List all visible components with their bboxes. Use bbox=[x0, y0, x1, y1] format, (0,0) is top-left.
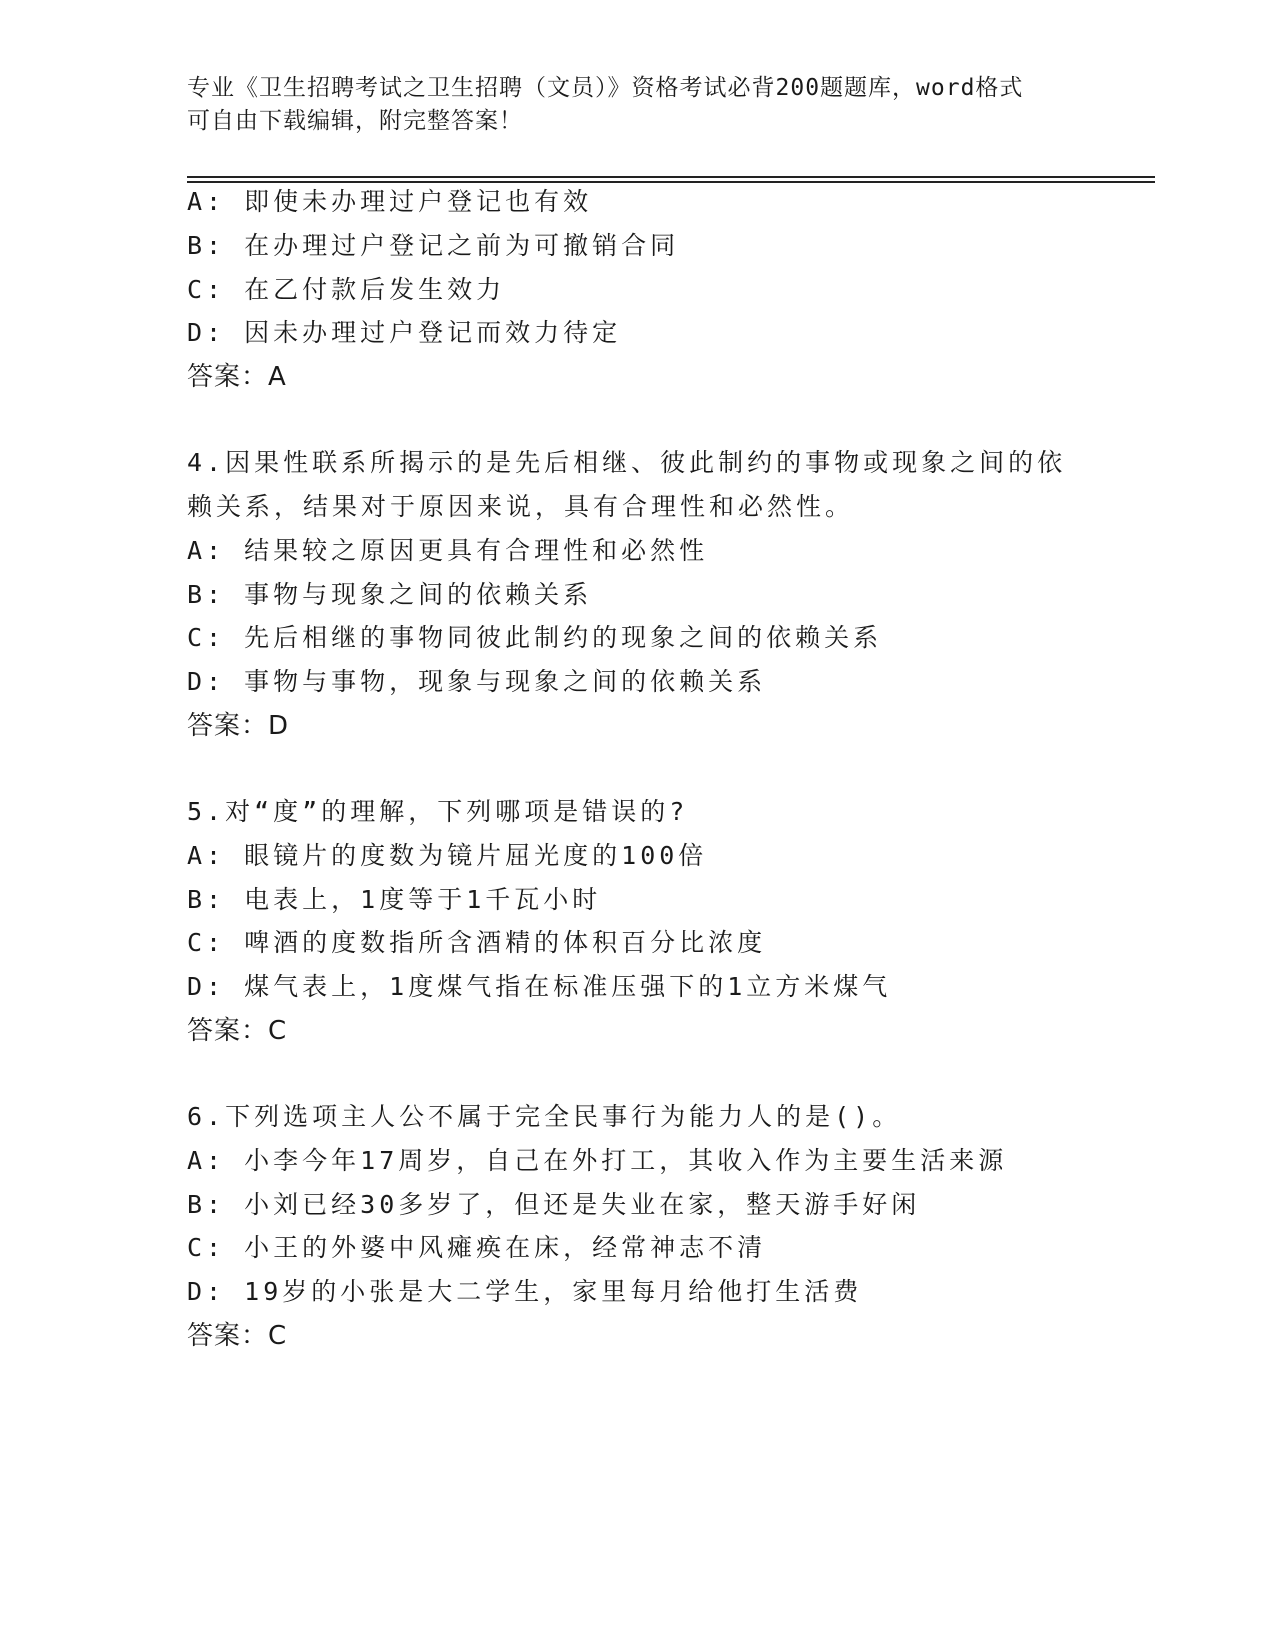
header-line-1: 专业《卫生招聘考试之卫生招聘（文员）》资格考试必背200题题库，word格式 bbox=[187, 75, 1024, 101]
q5-option-c: C: 啤酒的度数指所含酒精的体积百分比浓度 bbox=[187, 928, 767, 957]
q4-stem-line-1: 4.因果性联系所揭示的是先后相继、彼此制约的事物或现象之间的依 bbox=[187, 448, 1067, 477]
q4-option-b: B: 事物与现象之间的依赖关系 bbox=[187, 580, 593, 609]
q4-option-a: A: 结果较之原因更具有合理性和必然性 bbox=[187, 536, 709, 565]
q3-option-d: D: 因未办理过户登记而效力待定 bbox=[187, 318, 622, 347]
document-header bbox=[187, 72, 1087, 138]
q3-answer: 答案：A bbox=[187, 362, 287, 392]
q3-option-a: A: 即使未办理过户登记也有效 bbox=[187, 187, 593, 216]
q6-stem: 6.下列选项主人公不属于完全民事行为能力人的是()。 bbox=[187, 1102, 902, 1131]
q6-answer: 答案：C bbox=[187, 1321, 288, 1351]
q4-option-d: D: 事物与事物，现象与现象之间的依赖关系 bbox=[187, 667, 767, 696]
q4-answer: 答案：D bbox=[187, 711, 290, 741]
q5-option-a: A: 眼镜片的度数为镜片屈光度的100倍 bbox=[187, 841, 708, 870]
q5-option-b: B: 电表上，1度等于1千瓦小时 bbox=[187, 885, 602, 914]
header-line-2: 可自由下载编辑，附完整答案！ bbox=[187, 108, 523, 134]
q5-stem: 5.对“度”的理解，下列哪项是错误的? bbox=[187, 797, 689, 826]
q3-option-c: C: 在乙付款后发生效力 bbox=[187, 275, 506, 304]
q6-option-b: B: 小刘已经30多岁了，但还是失业在家，整天游手好闲 bbox=[187, 1190, 921, 1219]
q6-option-d: D: 19岁的小张是大二学生，家里每月给他打生活费 bbox=[187, 1277, 863, 1306]
q5-option-d: D: 煤气表上，1度煤气指在标准压强下的1立方米煤气 bbox=[187, 972, 892, 1001]
q4-option-c: C: 先后相继的事物同彼此制约的现象之间的依赖关系 bbox=[187, 623, 883, 652]
q6-option-c: C: 小王的外婆中风瘫痪在床，经常神志不清 bbox=[187, 1233, 767, 1262]
q4-stem-line-2: 赖关系，结果对于原因来说，具有合理性和必然性。 bbox=[187, 492, 855, 521]
q6-option-a: A: 小李今年17周岁，自己在外打工，其收入作为主要生活来源 bbox=[187, 1146, 1008, 1175]
q3-option-b: B: 在办理过户登记之前为可撤销合同 bbox=[187, 231, 680, 260]
header-divider-top bbox=[187, 176, 1155, 178]
header-divider-bottom bbox=[187, 181, 1155, 183]
q5-answer: 答案：C bbox=[187, 1016, 288, 1046]
